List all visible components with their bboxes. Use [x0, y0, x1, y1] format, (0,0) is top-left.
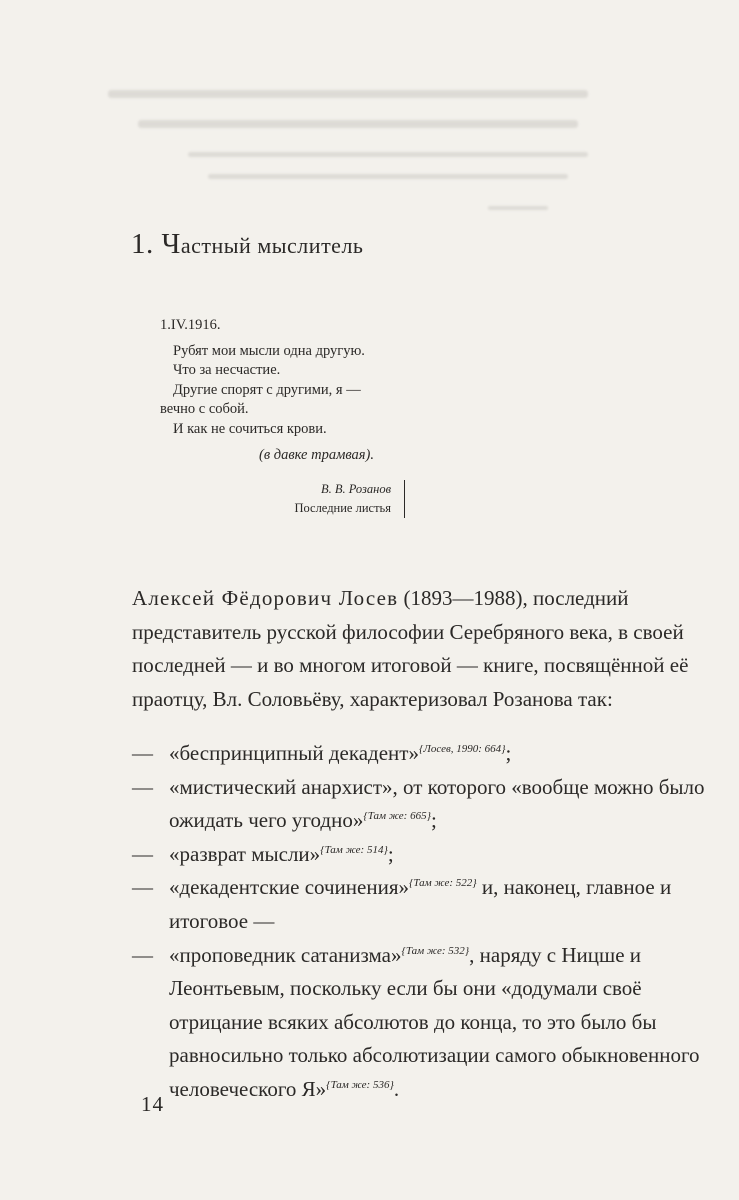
epigraph [160, 316, 420, 466]
author-name: Алексей Фёдорович Лосев [132, 586, 399, 610]
list-item-text: «мистический анархист», от которого «вообще можно было ожидать чего угодно» [169, 774, 705, 833]
page-number: 14 [141, 1092, 164, 1116]
list-item: — «разврат мысли»$^{\{Там же: 514\}}$; [132, 841, 394, 866]
epigraph-note: (в давке трамвая). [259, 447, 374, 463]
epigraph-source: Последние листья [294, 501, 391, 515]
list-item-text: «разврат мысли» [169, 841, 321, 866]
citation: {Там же: 522} [409, 877, 477, 890]
epigraph-date: 1.IV.1916. [160, 317, 221, 333]
chapter-title [131, 228, 363, 261]
list-item: — «проповедник сатанизма»$^{\{Там же: 532\}}$, наряду с Ницше и Леонтьевым, поскольку если бы они «додумали своё отрицание всяких абсолютов до конца, то это было бы равносильно только абсолютизации самого обыкновенного человеческого Я»$^{\{Там же: 536\}}$. [132, 942, 700, 1101]
epigraph-line: Другие спорят с другими, я — [173, 381, 361, 398]
citation: {Там же: 514} [320, 843, 388, 856]
list-item-text: «беспринципный декадент» [169, 741, 419, 765]
characterization-list [132, 737, 722, 1107]
list-item: — «мистический анархист», от которого «вообще можно было ожидать чего угодно»$^{\{Там же: 665\}}$; [132, 774, 705, 833]
chapter-cap-initial: Ч [161, 228, 181, 260]
epigraph-line: Рубят мои мысли одна другую. [173, 342, 365, 359]
paragraph-text: (1893—1988), последний представитель русской философии Серебряного века, в своей последней — и во многом итоговой — книге, посвящённой её праотцу, Вл. Соловьёву, характеризовал Розанова так: [132, 586, 689, 711]
citation: {Там же: 532} [401, 944, 470, 957]
citation: {Там же: 536} [326, 1078, 394, 1091]
chapter-title-rest: астный мыслитель [180, 233, 364, 258]
bleed-through-text [108, 88, 739, 228]
citation: {Там же: 665} [363, 810, 431, 823]
list-item-text: «проповедник сатанизма» [169, 942, 402, 967]
epigraph-line: вечно с собой. [160, 401, 249, 417]
epigraph-line: И как не сочиться крови. [173, 420, 327, 437]
list-item: — «беспринципный декадент»$^{\{Лосев, 1990: 664\}}$; [132, 741, 512, 765]
chapter-number: 1. [131, 228, 154, 260]
list-item: — «декадентские сочинения»$^{\{Там же: 522\}}$ и, наконец, главное и итоговое — [132, 875, 672, 933]
epigraph-attribution [281, 480, 405, 518]
list-item-text: «декадентские сочинения» [169, 875, 409, 900]
epigraph-line: Что за несчастие. [173, 362, 281, 378]
citation: {Лосев, 1990: 664} [418, 743, 506, 755]
epigraph-author: В. В. Розанов [320, 482, 391, 496]
body-paragraph [132, 582, 722, 716]
